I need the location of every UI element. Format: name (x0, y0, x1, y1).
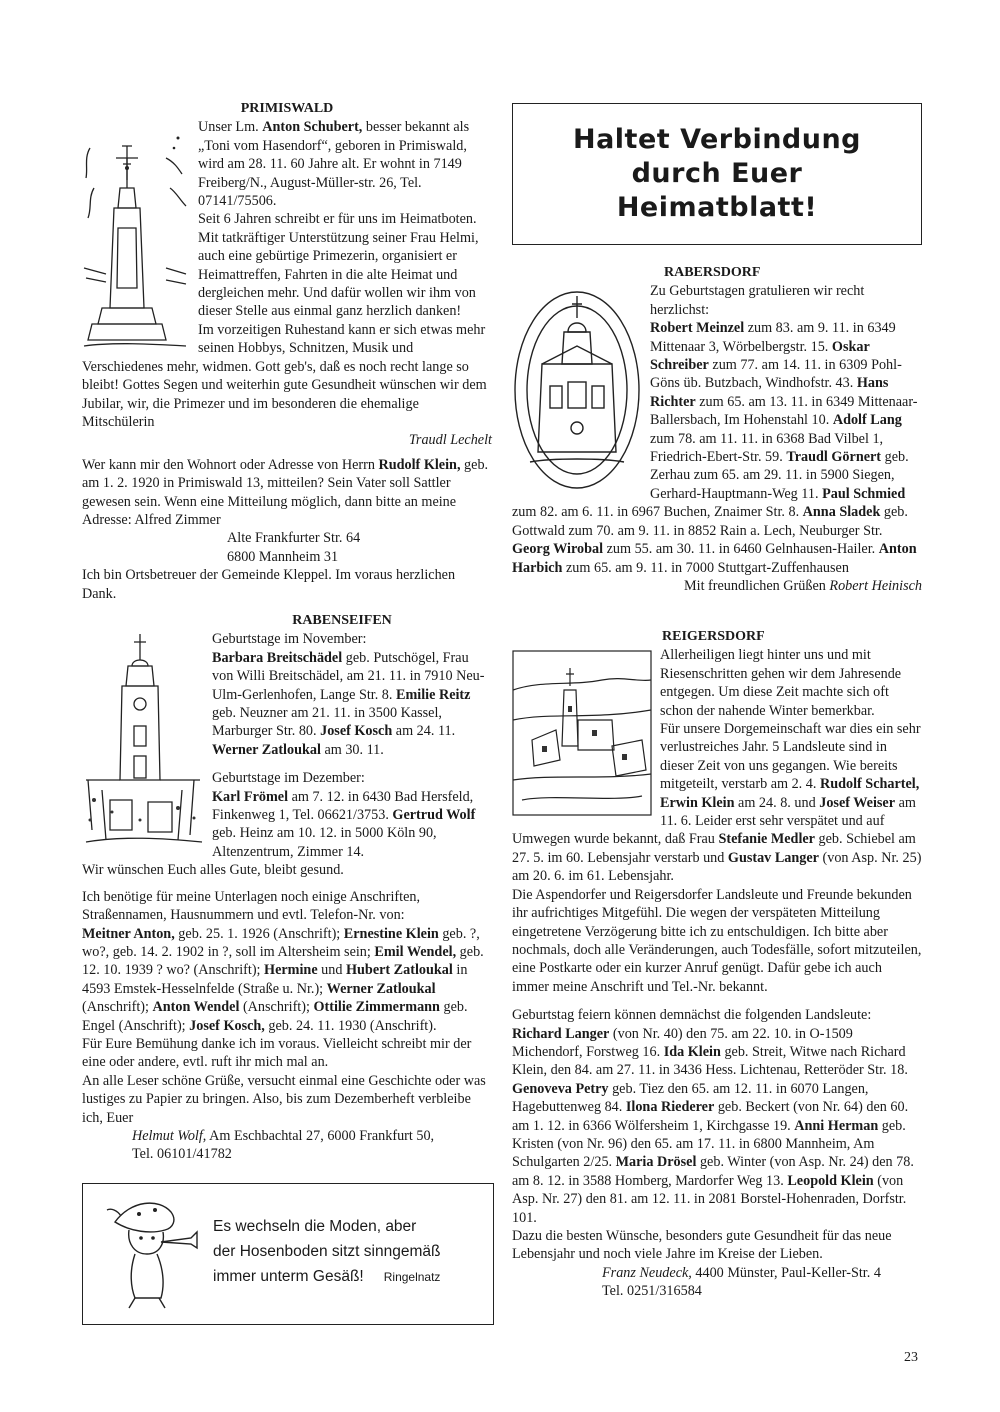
paragraph-address-list: Meitner Anton, geb. 25. 1. 1926 (Anschrift); Ernestine Klein geb. ?, wo?, geb. 14. 2. 1902 in ?, soll im Altersheim sein; Emil Wendel, geb. 12. 10. 1939 ? wo? (Anschrift); Hermine und Hubert Zatloukal in 4593 Emstek-Hesselnfelde (Straße u. Nr.); Werner Zatloukal (Anschrift); Anton Wendel (Anschrift); Ottilie Zimmermann geb. Engel (Anschrift); Josef Kosch, geb. 24. 11. 1930 (Anschrift). (82, 925, 484, 1034)
article-primiswald (82, 100, 492, 603)
wayside-cross-illustration (82, 118, 190, 350)
paragraph-primiswald-2: Seit 6 Jahren schreibt er für uns im Heimatboten. Mit tatkräftiger Unterstützung seiner Frau Helmi, auch eine gebürtige Primezerin, organisiert er Heimattreffen, Fahrten in die alte Heimat und dergleichen mehr. Und dafür wollen wir ihm von dieser Stelle aus einmal ganz herzlich danken! (198, 211, 479, 320)
quote-line-1: Es wechseln die Moden, aber (213, 1218, 417, 1235)
quote-author: Ringelnatz (383, 1270, 441, 1284)
name-rudolf-klein: Rudolf Klein, (378, 456, 461, 473)
paragraph-primiswald-4: Wer kann mir den Wohnort oder Adresse von Herrn Rudolf Klein, geb. am 1. 2. 1920 in Primiswald 13, mitteilen? Sein Vater soll Sattler gewesen sein. Wenn eine Mitteilung möglich, dann bitte an meine Adresse: Alfred Zimmer (82, 456, 489, 528)
signature-helmut-wolf: Helmut Wolf, Am Eschbachtal 27, 6000 Frankfurt 50, (132, 1127, 435, 1144)
signature-traudl-lechelt: Traudl Lechelt (408, 432, 492, 449)
paragraph-november-birthdays: Barbara Breitschädel geb. Putschögel, Frau von Willi Breitschädel, am 21. 11. in 7910 Neu-Ulm-Gerlenhofen, Lange Str. 8. Emilie Reitz geb. Neuzner am 21. 11. in 3500 Kassel, Marburger Str. 80. Josef Kosch am 24. 11. Werner Zatloukal am 30. 11. (212, 649, 485, 758)
address-line-2: 6800 Mannheim 31 (227, 548, 339, 565)
section-title-reigersdorf: REIGERSDORF (662, 629, 765, 644)
church-tower-illustration (82, 630, 204, 858)
quote-line-3: immer unterm Gesäß! Ringelnatz (213, 1268, 441, 1285)
paragraph-december-birthdays: Karl Frömel am 7. 12. in 6430 Bad Hersfeld, Finkenweg 1, Tel. 06621/3753. Gertrud Wolf geb. Heinz am 10. 12. in 5000 Köln 90, Altenzentrum, Zimmer 14. (212, 788, 476, 860)
village-landscape-illustration (512, 650, 652, 816)
chapel-seal-illustration (512, 282, 642, 492)
heading-november: Geburtstage im November: (212, 631, 367, 648)
paragraph-greetings: An alle Leser schöne Grüße, versucht einmal eine Geschichte oder was lustiges zu Papier zu bringen. Also, bis zum Dezemberheft verbleibe ich, Euer (82, 1072, 486, 1126)
section-title-primiswald: PRIMISWALD (240, 101, 334, 116)
section-title-rabenseifen: RABENSEIFEN (292, 613, 392, 628)
article-rabersdorf (512, 264, 922, 595)
quote-box (82, 1183, 494, 1325)
name-anton-schubert: Anton Schubert, (262, 119, 363, 136)
paragraph-reigersdorf-2: Für unsere Dorgemeinschaft war dies ein sehr verlustreiches Jahr. 5 Landsleute sind in dieser Zeit von uns gegangen. Wie bereits mitgeteilt, verstarb am 2. 4. Rudolf Schartel, Erwin Klein am 24. 8. und Josef Weiser am 11. 6. Leider erst sehr verspätet und auf Umwegen wurde bekannt, daß Frau Stefanie Medler geb. Schiebel am 27. 5. im 60. Lebensjahr verstarb und Gustav Langer (von Asp. Nr. 25) am 20. 6. im 61. Lebensjahr. (512, 721, 922, 885)
quote-line-2: der Hosenboden sitzt sinngemäß (213, 1243, 441, 1260)
paragraph-rabersdorf-birthdays: Robert Meinzel zum 83. am 9. 11. in 6349 Mittenaar 3, Wörbelbergstr. 15. Oskar Schreiber zum 77. am 14. 11. in 6309 Pohl-Göns üb. Butzbach, Windhofstr. 43. Hans Richter zum 65. am 13. 11. in 6349 Mittenaar-Ballersbach, Im Hohenstahl 10. Adolf Lang zum 78. am 11. 11. in 6368 Bad Vilbel 1, Friedrich-Ebert-Str. 59. Traudl Görnert geb. Zerhau zum 65. am 29. 11. in 5900 Siegen, Gerhard-Hauptmann-Weg 11. Paul Schmied zum 82. am 6. 11. in 6967 Buchen, Znaimer Str. 8. Anna Sladek geb. Gottwald zum 70. am 9. 11. in 8852 Rain a. Lech, Neuburger Str. Georg Wirobal zum 55. am 30. 11. in 6460 Gelnhausen-Hailer. Anton Harbich zum 65. am 9. 11. in 7000 Stuttgart-Zuffenhausen (512, 320, 918, 576)
paragraph-primiswald-5: Ich bin Ortsbetreuer der Gemeinde Kleppel. Im voraus herzlichen Dank. (82, 567, 456, 602)
paragraph-reigersdorf-3: Die Aspendorfer und Reigersdorfer Landsleute und Freunde bekunden ihr aufrichtiges Mitgefühl. Die wegen der verspäteten Mitteilung eingetretene Verzögerung bitte ich zu entschuldigen. Ich bitte aber nochmals, doch alle Veränderungen, auch Todesfälle, sofort mitzuteilen, eine Postkarte oder ein kurzer Anruf genügt. Dafür gebe ich auch immer meine Anschrift und Tel.-Nr. bekannt. (512, 886, 922, 995)
paragraph-request: Ich benötige für meine Unterlagen noch einige Anschriften, Straßennamen, Hausnummern und evtl. Telefon-Nr. von: (82, 888, 421, 924)
paragraph-reigersdorf-5: Dazu die besten Wünsche, besonders gute Gesundheit für das neue Lebensjahr und noch viele Jahre im Kreise der Lieben. (512, 1228, 892, 1263)
heading-december: Geburtstage im Dezember: (212, 770, 365, 787)
paragraph-primiswald-3: Im vorzeitigen Ruhestand kann er sich etwas mehr seinen Hobbys, Schnitzen, Musik und Verschiedenes mehr, widmen. Gott geb's, daß es noch recht lange so bleibt! Gottes Segen und weiterhin gute Gesundheit wünschen wir dem Jubilar, wir, die Primezer und im besonderen die ehemalige Mitschülerin (82, 321, 487, 430)
paragraph-reigersdorf-1: Allerheiligen liegt hinter uns und mit Riesenschritten gehen wir dem Jahresende entgegen. Um diese Zeit machte sich oft schon der nahende Winter bemerkbar. (660, 647, 902, 719)
paragraph-rabersdorf-intro: Zu Geburtstagen gratulieren wir recht herzlichst: (650, 283, 865, 318)
banner-text: Haltet Verbindung durch Euer Heimatblatt! (572, 124, 862, 223)
banner-box (512, 103, 922, 245)
signature-franz-neudeck: Franz Neudeck, 4400 Münster, Paul-Keller-Str. 4 (602, 1264, 881, 1281)
signature-telephone: Tel. 06101/41782 (132, 1146, 232, 1163)
page-number: 23 (904, 1350, 918, 1365)
address-line-1: Alte Frankfurter Str. 64 (227, 530, 361, 547)
paragraph-wish: Wir wünschen Euch alles Gute, bleibt gesund. (82, 862, 344, 879)
paragraph-reigersdorf-birthdays: Geburtstag feiern können demnächst die folgenden Landsleute: Richard Langer (von Nr. 40) den 75. am 22. 10. in O-1509 Michendorf, Forstweg 16. Ida Klein geb. Streit, Witwe nach Richard Klein, den 84. am 27. 11. in 3436 Hess. Lichtenau, Retteröder Str. 18. Genoveva Petry geb. Tiez den 65. am 12. 11. in 6070 Langen, Hagebuttenweg 84. Ilona Riederer geb. Beckert (von Nr. 64) den 60. am 1. 12. in 6366 Wölfersheim 1, Kirchgasse 19. Anni Herman geb. Kristen (von Nr. 96) den 65. am 17. 11. in 6800 Mannheim, Am Schulgarten 2/25. Maria Drösel geb. Winter (von Asp. Nr. 24) den 78. am 8. 12. in 3588 Homberg, Mardorfer Weg 13. Leopold Klein (von Asp. Nr. 27) den 81. am 12. 11. in 2081 Borstel-Hohenraden, Dorfstr. 101. (512, 1007, 914, 1226)
signature-telephone-neudeck: Tel. 0251/316584 (602, 1283, 702, 1300)
signature-robert-heinisch: Mit freundlichen Grüßen Robert Heinisch (684, 577, 922, 594)
boy-with-trumpet-illustration (101, 1192, 201, 1312)
article-reigersdorf (512, 628, 922, 1301)
quote-text (213, 1214, 440, 1290)
paragraph-primiswald-1: Unser Lm. Anton Schubert, besser bekannt als „Toni vom Hasendorf“, geboren in Primiswald, wird am 28. 11. 60 Jahre alt. Er wohnt in 7149 Freiberg/N., August-Müller-str. 26, Tel. 07141/75506. (198, 119, 470, 210)
paragraph-thanks: Für Eure Bemühung danke ich im voraus. Vielleicht schreibt mir der eine oder andere, evtl. ruft ihr mich mal an. (82, 1035, 472, 1071)
article-rabenseifen (82, 612, 492, 1164)
section-title-rabersdorf: RABERSDORF (664, 265, 761, 280)
